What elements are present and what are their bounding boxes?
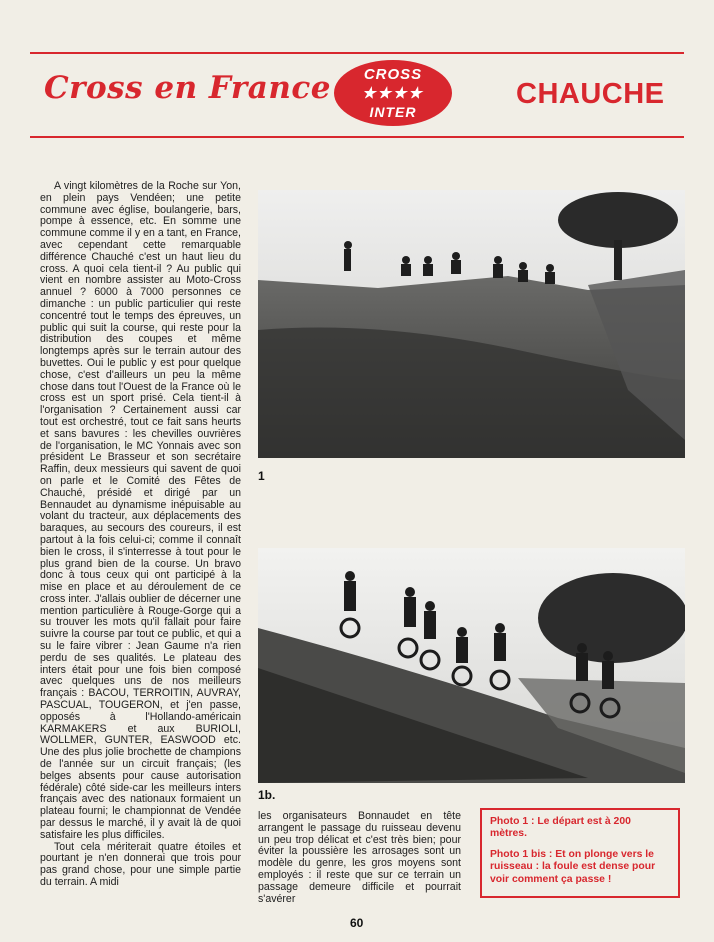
photo-start-line	[258, 190, 685, 458]
article-paragraph: A vingt kilomètres de la Roche sur Yon, en plein pays Vendéen; une petite commune avec église, boulangerie, bars, pompe à essence, etc. En somme une commune comme il y en a tant, en France, avec cependant cette remarquable différence Chauché c'est un haut lieu du cross. A quoi cela tient-il ? Au public qui vient en nombre assister au Moto-Cross annuel ? 6000 à 7000 personnes ce dimanche : un public particulier qui reste concentré tout le temps des épreuves, un public qui suit la course, qui reste pour la distribution des coupes et même longtemps après sur le terrain autour des buvettes. Oui le public y est pour quelque chose, c'est d'ailleurs un peu la même chose dans tout l'Ouest de la France où le cross est un sport prisé. Cela tient-il à l'organisation ? Certainement aussi car tout est orchestré, tout ce fait sans heurts et sans bavures : les chevilles ouvrières de l'organisation, le MC Yonnais avec son président Le Brasseur et son secrétaire Raffin, deux messieurs qui savent de quoi on parle et le Comité des Fêtes de Chauché, présidé et dirigé par un Bennaudet au dynamisme inépuisable au volant du tracteur, aux déplacements des baraques, au secours des coureurs, il est partout à la fois celui-ci; comme il connaît bien le cross, il s'interresse à tout pour le plus grand bien de la course. Un bravo donc à tous ceux qui ont participé à la mise en place et au déroulement de ce cross inter. J'allais oublier de décerner une mention particulière à Rouge-Gorge qui a su trouver les mots qu'il fallait pour faire suivre la course par tout ce public, et qui a su le faire vibrer : Jean Gaume n'a rien perdu de ses qualités. Le plateau des inters était pour une fois bien composé avec quelques uns de nos meilleurs français : BACOU, TERROITIN, AUVRAY, PASCUAL, TOUGERON, et j'en passe, opposés à l'Hollando-américain KARMAKERS et aux BURIOLI, WOLLMER, GUNTER, EASWOOD etc. Une des plus jolie brochette de champions de l'année sur un circuit français; (les belges absents pour cause autorisation fédérale) côté side-car les meilleurs inters français avec des nationaux formaient un plateau fourni; le championnat de Vendée par dessus le marché, il y avait là de quoi satisfaire les plus difficiles.	[40, 180, 241, 841]
caption-photo-1-bis: Photo 1 bis : Et on plonge vers le ruisseau : la foule est dense pour voir comment ça passe !	[490, 848, 656, 885]
photo-descent	[258, 548, 685, 783]
header-bottom-rule	[30, 136, 684, 138]
series-title: Cross en France	[44, 70, 331, 106]
photo-captions-box	[480, 808, 680, 898]
article-paragraph: Tout cela mériterait quatre étoiles et pourtant je n'en donnerai que trois pour pas grand chose, pour une simple partie du terrain. A midi	[40, 840, 241, 889]
place-title: CHAUCHE	[516, 78, 665, 110]
article-column-middle	[258, 811, 461, 905]
badge-line-1: CROSS	[363, 66, 423, 83]
header-top-rule	[30, 52, 684, 54]
cross-inter-badge	[334, 60, 452, 126]
article-column-left	[40, 181, 241, 889]
caption-photo-1: Photo 1 : Le départ est à 200 mètres.	[490, 816, 631, 840]
photo-label: 1b.	[258, 788, 276, 802]
article-paragraph: les organisateurs Bonnaudet en tête arrangent le passage du ruisseau devenu un peu trop délicat et c'est très bien; pour éviter la poussière les arrosages sont un modèle du genre, les gros moyens sont employés : il reste que sur ce terrain un passage demeure difficile et pourrait s'avérer	[258, 810, 461, 905]
photo-label: 1	[258, 469, 265, 483]
page-number: 60	[350, 916, 364, 930]
badge-stars: ★★★★	[362, 85, 424, 102]
badge-line-2: INTER	[369, 104, 417, 120]
